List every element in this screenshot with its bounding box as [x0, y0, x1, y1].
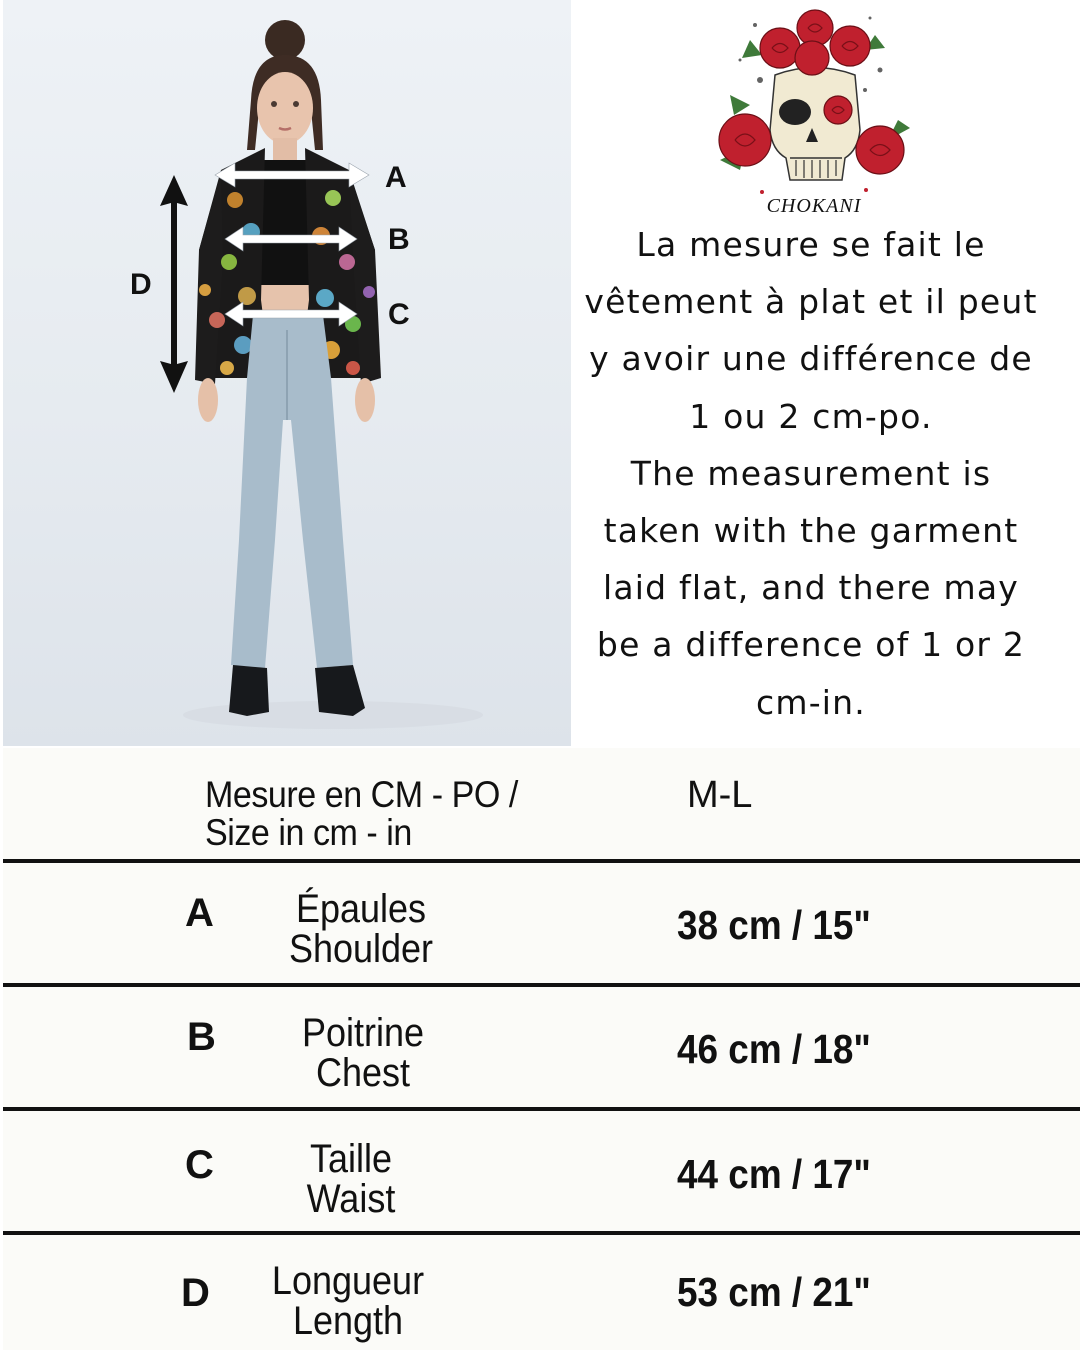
brand-logo — [700, 0, 930, 220]
skull-with-roses-icon — [700, 0, 930, 220]
row-label-fr: Taille — [309, 1137, 393, 1181]
row-label-en: Shoulder — [288, 927, 434, 971]
label-b: B — [388, 223, 410, 256]
row-letter: A — [185, 891, 214, 935]
row-label-fr: Épaules — [295, 887, 427, 931]
header-label-en: Size in cm - in — [205, 812, 412, 853]
table-row — [3, 987, 1080, 1107]
table-row — [3, 863, 1080, 983]
table-row — [3, 1111, 1080, 1231]
model-illustration — [3, 0, 571, 746]
row-value: 53 cm / 21" — [677, 1269, 871, 1315]
note-en-line: The measurement is — [630, 453, 992, 493]
row-label-fr: Longueur — [271, 1259, 425, 1303]
size-table — [3, 748, 1080, 1350]
header-size: M-L — [687, 774, 753, 816]
row-value: 44 cm / 17" — [677, 1151, 871, 1197]
row-letter: D — [181, 1271, 210, 1315]
model-photo — [3, 0, 571, 746]
row-value: 38 cm / 15" — [677, 902, 871, 948]
note-en-line: laid flat, and there may — [603, 568, 1019, 608]
table-row — [3, 1235, 1080, 1350]
row-label-en: Waist — [306, 1177, 396, 1221]
row-labels — [271, 889, 451, 969]
table-header-label — [205, 776, 518, 852]
note-fr-line: 1 ou 2 cm-po. — [689, 396, 933, 436]
row-label-en: Length — [292, 1299, 404, 1343]
note-en-line: cm-in. — [756, 682, 866, 722]
row-letter: C — [185, 1143, 214, 1187]
row-labels — [261, 1139, 441, 1219]
row-value: 46 cm / 18" — [677, 1026, 871, 1072]
row-label-fr: Poitrine — [301, 1011, 425, 1055]
note-fr-line: La mesure se fait le — [636, 225, 986, 264]
label-c: C — [388, 298, 410, 331]
note-fr-line: vêtement à plat et il peut — [584, 282, 1038, 322]
note-fr-line: y avoir une différence de — [589, 339, 1033, 379]
header-label-fr: Mesure en CM - PO / — [205, 774, 518, 815]
label-d: D — [130, 268, 152, 301]
arrow-d — [160, 175, 188, 393]
measurement-note — [572, 216, 1050, 731]
note-en-line: be a difference of 1 or 2 — [596, 625, 1026, 665]
row-labels — [254, 1261, 443, 1341]
brand-name: CHOKANI — [766, 195, 862, 217]
row-label-en: Chest — [315, 1051, 411, 1095]
row-letter: B — [187, 1015, 216, 1059]
note-en-line: taken with the garment — [603, 511, 1019, 551]
label-a: A — [385, 161, 407, 194]
row-labels — [273, 1013, 453, 1093]
